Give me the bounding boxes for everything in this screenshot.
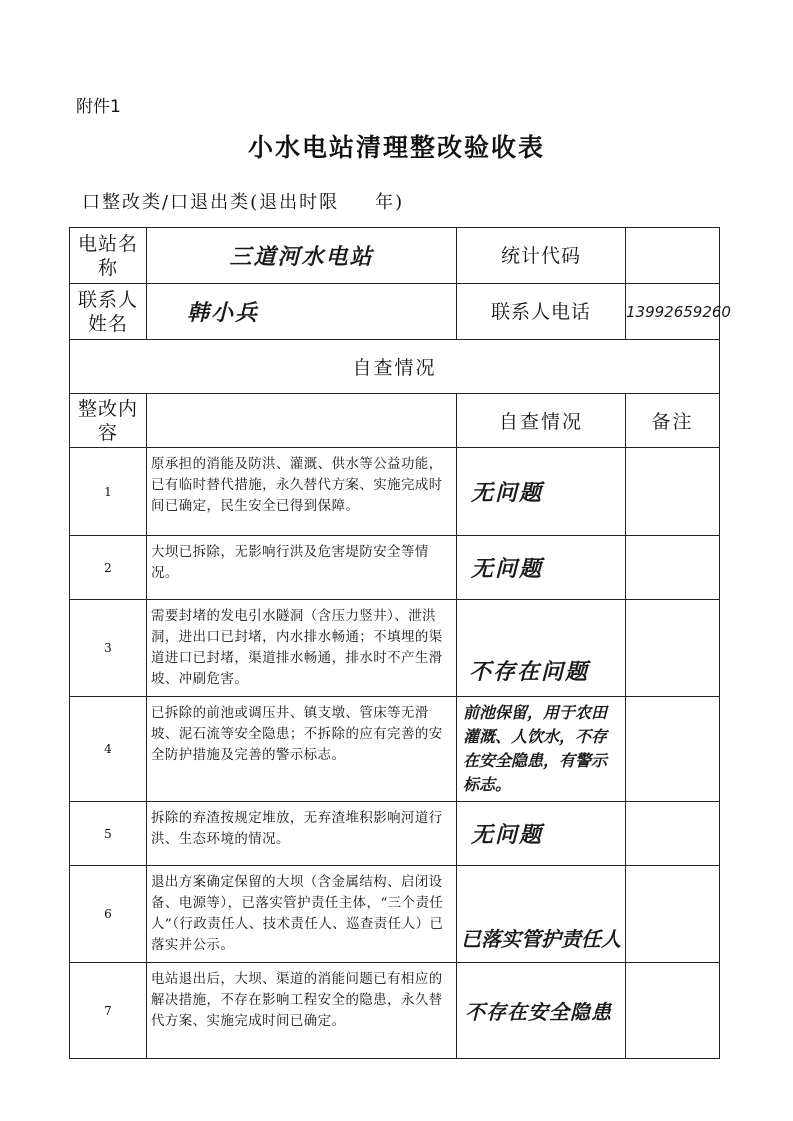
stat-code-label: 统计代码 [457, 228, 626, 284]
row-number: 7 [70, 963, 147, 1059]
row-remark [626, 536, 720, 600]
exit-year-label: 年) [375, 192, 405, 213]
content-column-header: 整改内容 [70, 394, 147, 448]
row-content: 退出方案确定保留的大坝（含金属结构、启闭设备、电源等），已落实管护责任主体，“三个责任人”（行政责任人、技术责任人、巡查责任人）已落实并公示。 [147, 866, 457, 963]
contact-phone-label: 联系人电话 [457, 284, 626, 340]
row-number: 4 [70, 697, 147, 802]
row-remark [626, 802, 720, 866]
contact-phone-cell [626, 284, 731, 340]
row-content: 电站退出后，大坝、渠道的消能问题已有相应的解决措施，不存在影响工程安全的隐患，永久替代方案、实施完成时间已确定。 [147, 963, 457, 1059]
remark-column-header: 备注 [626, 394, 720, 448]
exit-option: 口退出类(退出时限 [170, 192, 340, 213]
contact-name-label: 联系人姓名 [70, 284, 147, 340]
self-check-column-header: 自查情况 [457, 394, 626, 448]
row-check-cell [457, 697, 626, 802]
row-check: 已落实管护责任人 [461, 927, 621, 951]
contact-name-value: 韩小兵 [187, 301, 260, 326]
row-check-cell [457, 448, 626, 536]
contact-phone-value: 13992659260 [626, 303, 731, 321]
station-name-label: 电站名称 [70, 228, 147, 284]
row-check: 无问题 [471, 557, 544, 582]
station-name-cell [147, 228, 457, 284]
contact-name-cell [147, 284, 457, 340]
attachment-label: 附件1 [76, 97, 121, 117]
row-check-cell [457, 600, 626, 697]
row-remark [626, 697, 720, 802]
row-number: 2 [70, 536, 147, 600]
table-row [70, 600, 720, 697]
row-check: 前池保留，用于农田灌溉、人饮水，不存在安全隐患，有警示标志。 [463, 703, 608, 794]
station-name-value: 三道河水电站 [229, 245, 374, 270]
form-title: 小水电站清理整改验收表 [247, 133, 545, 162]
row-remark [626, 600, 720, 697]
row-content: 已拆除的前池或调压井、镇支墩、管床等无滑坡、泥石流等安全隐患；不拆除的应有完善的安全防护措施及完善的警示标志。 [147, 697, 457, 802]
content-header-blank [147, 394, 457, 448]
row-check: 不存在问题 [469, 660, 590, 685]
row-number: 1 [70, 448, 147, 536]
row-check-cell [457, 536, 626, 600]
column-header-row [70, 394, 720, 448]
table-row [70, 866, 720, 963]
table-row [70, 448, 720, 536]
contact-row [70, 284, 720, 340]
row-check-cell [457, 963, 626, 1059]
row-check: 无问题 [471, 481, 544, 506]
table-row [70, 536, 720, 600]
table-row [70, 963, 720, 1059]
row-content: 大坝已拆除，无影响行洪及危害堤防安全等情况。 [147, 536, 457, 600]
row-number: 3 [70, 600, 147, 697]
row-remark [626, 963, 720, 1059]
section-title: 自查情况 [70, 340, 720, 394]
rectify-option: 口整改类/ [82, 192, 171, 213]
row-remark [626, 448, 720, 536]
section-title-row [70, 340, 720, 394]
row-content: 原承担的消能及防洪、灌溉、供水等公益功能，已有临时替代措施，永久替代方案、实施完成时间已确定，民生安全已得到保障。 [147, 448, 457, 536]
row-remark [626, 866, 720, 963]
row-content: 拆除的弃渣按规定堆放，无弃渣堆积影响河道行洪、生态环境的情况。 [147, 802, 457, 866]
station-name-row [70, 228, 720, 284]
row-number: 6 [70, 866, 147, 963]
category-line [82, 188, 404, 214]
row-number: 5 [70, 802, 147, 866]
row-check: 不存在安全隐患 [465, 1000, 612, 1024]
row-content: 需要封堵的发电引水隧洞（含压力竖井）、泄洪洞，进出口已封堵，内水排水畅通；不填埋的渠道进口已封堵，渠道排水畅通，排水时不产生滑坡、冲刷危害。 [147, 600, 457, 697]
stat-code-value [626, 228, 720, 284]
row-check-cell [457, 866, 626, 963]
row-check-cell [457, 802, 626, 866]
table-row [70, 802, 720, 866]
acceptance-table [69, 227, 731, 1059]
table-row [70, 697, 720, 802]
row-check: 无问题 [471, 823, 544, 848]
